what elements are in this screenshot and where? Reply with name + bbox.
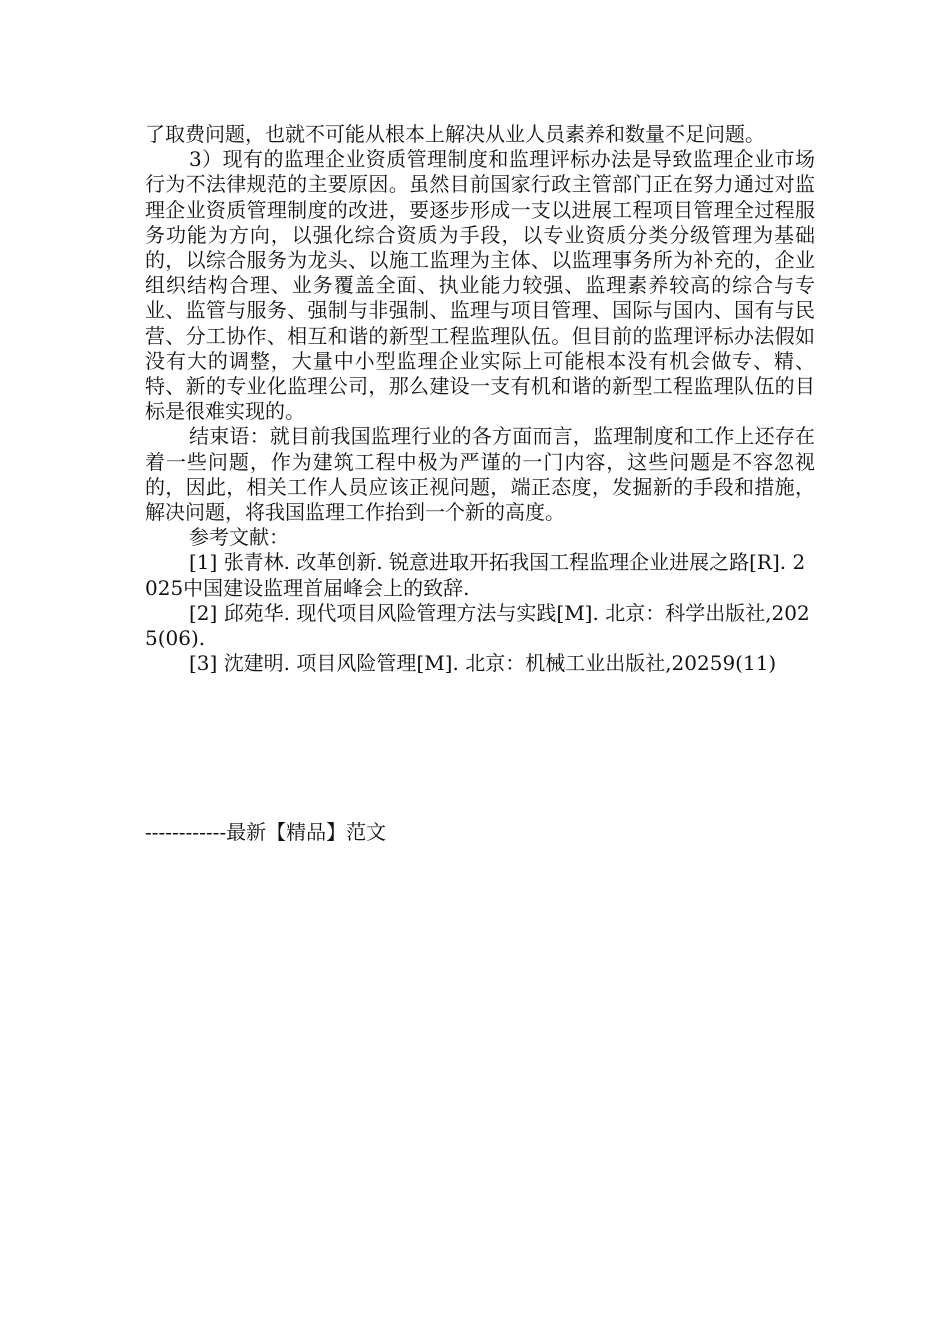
references-heading: 参考文献：	[189, 525, 289, 550]
paragraph-continuation: 了取费问题，也就不可能从根本上解决从业人员素养和数量不足问题。	[145, 122, 765, 146]
reference-item: [2] 邱苑华. 现代项目风险管理方法与实践[M]. 北京：科学出版社,2025(06).	[145, 600, 810, 651]
document-body	[145, 122, 815, 676]
reference-item: [1] 张青林. 改革创新. 锐意进取开拓我国工程监理企业进展之路[R]. 2025中国建设监理首届峰会上的致辞.	[145, 550, 806, 600]
paragraph-point-3: 3）现有的监理企业资质管理制度和监理评标办法是导致监理企业市场行为不法律规范的主要原因。虽然目前国家行政主管部门正在努力通过对监理企业资质管理制度的改进，要逐步形成一支以进展工程项目管理全过程服务功能为方向，以强化综合资质为手段，以专业资质分类分级管理为基础的，以综合服务为龙头、以施工监理为主体、以监理事务所为补充的，企业组织结构合理、业务覆盖全面、执业能力较强、监理素养较高的综合与专业、监管与服务、强制与非强制、监理与项目管理、国际与国内、国有与民营、分工协作、相互和谐的新型工程监理队伍。但目前的监理评标办法假如没有大的调整，大量中小型监理企业实际上可能根本没有机会做专、精、特、新的专业化监理公司，那么建设一支有机和谐的新型工程监理队伍的目标是很难实现的。	[145, 147, 815, 424]
footer-text: ------------最新【精品】范文	[145, 820, 387, 844]
paragraph-conclusion: 结束语：就目前我国监理行业的各方面而言，监理制度和工作上还存在着一些问题，作为建筑工程中极为严谨的一门内容，这些问题是不容忽视的，因此，相关工作人员应该正视问题，端正态度，发掘新的手段和措施，解决问题，将我国监理工作抬到一个新的高度。	[145, 424, 815, 525]
reference-item: [3] 沈建明. 项目风险管理[M]. 北京：机械工业出版社,20259(11)	[189, 651, 777, 676]
